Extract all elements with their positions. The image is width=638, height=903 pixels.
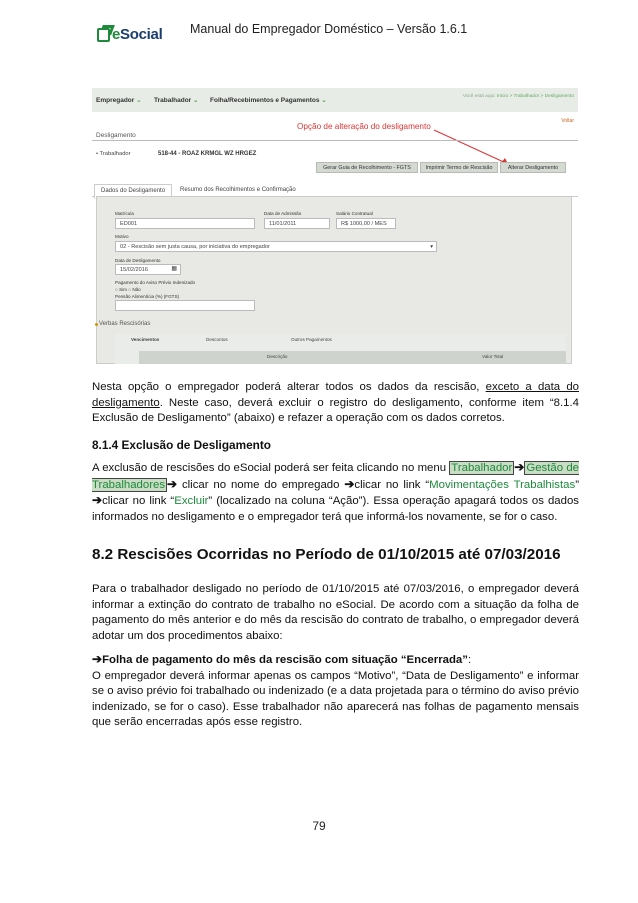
page-number: 79 — [312, 819, 326, 833]
logo-mark-icon — [97, 28, 110, 42]
alterar-desligamento-button[interactable]: Alterar Desligamento — [500, 162, 566, 173]
menu-trabalhador-link: Trabalhador — [451, 462, 513, 474]
paragraph-periodo: Para o trabalhador desligado no período de 01/10/2015 até 07/03/2016, o empregador deverá informar a extinção do contrato de trabalho no eSocial. De acordo com a situação da folha de pagamento do mês anterior e do mês da rescisão do contrato de trabalho, o empregador deverá adotar um dos procedimentos abaixo: — [92, 583, 579, 642]
dropdown-icon: ▾ — [430, 244, 433, 250]
arrow-right-icon: ➔ — [167, 476, 178, 491]
subtab-vencimentos[interactable]: Vencimentos — [131, 337, 160, 342]
aviso-previo-label: Pagamento do Aviso Prévio Indenizado — [115, 280, 196, 285]
matricula-field[interactable]: ED001 — [115, 218, 255, 229]
verbas-heading: Verbas Rescisórias — [99, 321, 151, 327]
paragraph-exclusao: A exclusão de rescisões do eSocial poderá ser feita clicando no menu Trabalhador ➔ Gestão de Trabalhadores ➔ clicar no nome do empregado ➔clicar no link “Movimentações Trabalhistas” ➔clicar no link “Excluir” (localizado na coluna “Ação”). Essa operação apagará todos os dados informados no desligamento e o empregador terá que informá-los novamente, se for o caso. — [92, 460, 579, 523]
esocial-logo: eSocial — [97, 26, 162, 43]
menu-gestao-link: Gestão de Trabalhadores — [92, 462, 579, 491]
imprimir-termo-button[interactable]: Imprimir Termo de Rescisão — [420, 162, 498, 173]
paragraph-encerrada: ➔Folha de pagamento do mês da rescisão com situação “Encerrada”: O empregador deverá informar apenas os campos “Motivo”, “Data de Desligamento” e informar se o aviso prévio foi trabalhado ou indenizado (e a data projetada para o término do aviso prévio indenizado, se for o caso). Esse trabalhador não aparecerá nas folhas de pagamento mensais que serão encerradas após esse registro. — [92, 652, 579, 729]
arrow-right-icon: ➔ — [514, 460, 525, 474]
subtab-descontos[interactable]: Descontos — [206, 337, 228, 342]
trabalhador-label: • Trabalhador — [96, 151, 131, 157]
pensao-label: Pensão Alimentícia (%) (FGTS) — [115, 294, 180, 299]
arrow-right-icon: ➔ — [344, 476, 355, 491]
calendar-icon[interactable]: ▦ — [171, 266, 177, 272]
col-descricao: Descrição — [267, 354, 288, 359]
col-valor-total: Valor Total — [482, 354, 504, 359]
salario-label: Salário Contratual — [336, 211, 373, 216]
paragraph-alteracao: Nesta opção o empregador poderá alterar todos os dados da rescisão, exceto a data do desligamento. Neste caso, deverá excluir o registro do desligamento, conforme item “8.1.4 Exclusão de Desligamento” (abaixo) e refazer a operação com os dados corretos. — [92, 381, 580, 425]
pensao-field[interactable] — [115, 300, 255, 311]
embedded-screenshot — [92, 88, 578, 364]
data-desligamento-label: Data de Desligamento — [115, 258, 161, 263]
tab-resumo[interactable]: Resumo dos Recolhimentos e Confirmação — [180, 187, 296, 193]
arrow-right-icon: ➔ — [92, 652, 103, 666]
callout-label: Opção de alteração do desligamento — [297, 122, 431, 131]
aviso-previo-options[interactable]: ○ Sim ○ Não — [115, 287, 141, 292]
tab-dados-desligamento[interactable]: Dados do Desligamento — [94, 184, 172, 199]
matricula-label: Matrícula — [115, 211, 134, 216]
admissao-label: Data de Admissão — [264, 211, 302, 216]
trabalhador-name: 518-44 - ROAZ KRMGL WZ HRGEZ — [158, 151, 257, 157]
bullet-icon — [95, 323, 98, 326]
nav-folha[interactable]: Folha/Recebimentos e Pagamentos ⌄ — [210, 97, 327, 104]
motivo-label: Motivo — [115, 234, 129, 239]
salario-field[interactable]: R$ 1000,00 / MES — [336, 218, 396, 229]
admissao-field[interactable]: 11/01/2011 — [264, 218, 330, 229]
motivo-select[interactable]: 02 - Rescisão sem justa causa, por iniciativa do empregador ▾ — [115, 241, 437, 252]
document-title: Manual do Empregador Doméstico – Versão 1.6.1 — [190, 22, 468, 36]
divider — [92, 140, 578, 141]
breadcrumb: Você está aqui: Inicio > Trabalhador > Desligamento — [462, 94, 574, 99]
nav-trabalhador[interactable]: Trabalhador ⌄ — [154, 97, 199, 104]
voltar-link[interactable]: Voltar — [561, 118, 574, 124]
arrow-right-icon: ➔ — [92, 493, 103, 508]
subtab-outros[interactable]: Outros Pagamentos — [291, 337, 332, 342]
data-desligamento-field[interactable]: 15/02/2016 ▦ — [115, 264, 181, 275]
nav-empregador[interactable]: Empregador ⌄ — [96, 97, 142, 104]
page-title: Desligamento — [96, 132, 136, 139]
gerar-guia-button[interactable]: Gerar Guia de Recolhimento - FGTS — [316, 162, 418, 173]
section-heading-814: 8.1.4 Exclusão de Desligamento — [92, 438, 271, 452]
top-nav — [92, 88, 578, 112]
section-heading-82: 8.2 Rescisões Ocorridas no Período de 01/10/2015 até 07/03/2016 — [92, 546, 561, 563]
